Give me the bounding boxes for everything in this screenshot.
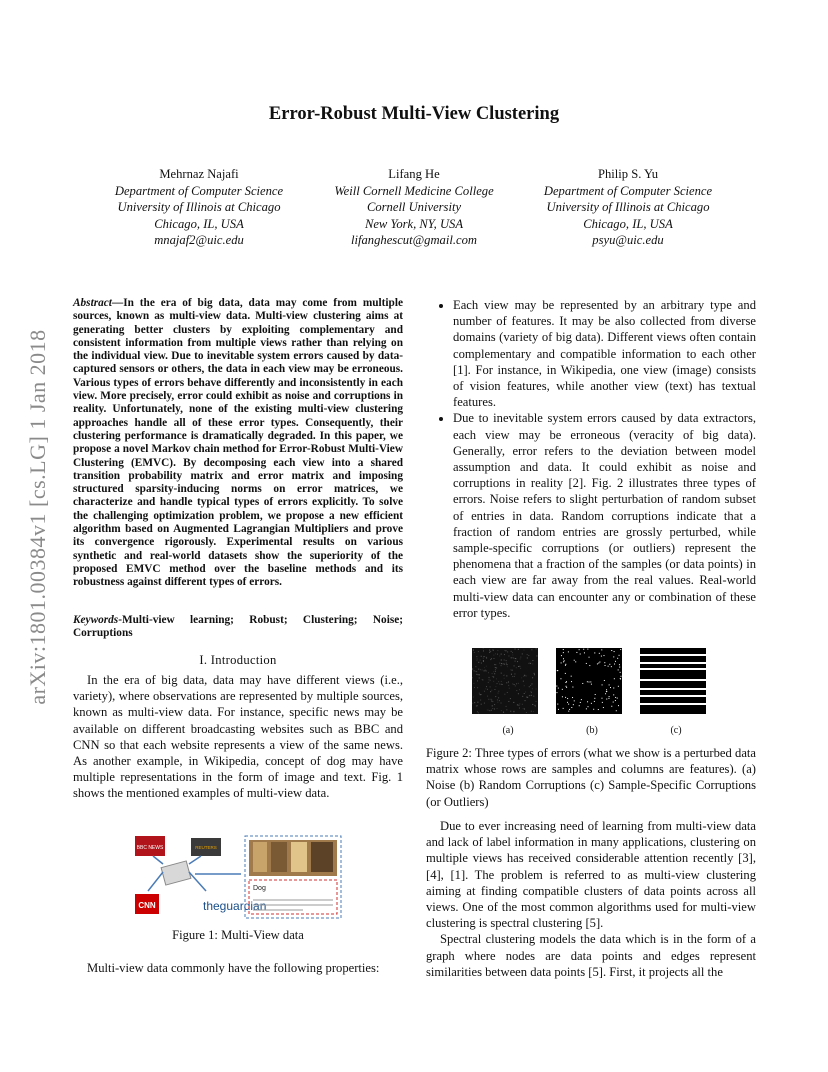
cnn-label: CNN <box>138 901 156 910</box>
abstract-text: —In the era of big data, data may come from multiple sources, known as multi-view data. Multi-view clustering aims at generating better clusters by exploiting complementary and consistent information from multiple views rather than relying on the individual view. Due to inevitable system errors caused by data-captured sensors or others, the data in each view may be erroneous. Various types of errors behave differently and inconsistently in each view. More precisely, error could exhibit as noise and corruptions in reality. Unfortunately, none of the existing multi-view clustering approaches handle all of these error types. Consequently, their clustering performance is dramatically degraded. In this paper, we propose a novel Markov chain method for Error-Robust Multi-View Clustering (EMVC). By decomposing each view into a shared transition probability matrix and error matrix and imposing structured sparsity-inducing norms on error matrices, we characterize and handle typical types of errors explicitly. To solve the challenging optimization problem, we propose a new efficient algorithm based on Augmented Lagrangian Multipliers and prove its convergence rigorously. Experimental results on various synthetic and real-world datasets show the superiority of the proposed EMVC method over the baseline methods and its robustness against different types of errors. <box>73 297 403 589</box>
author-email[interactable]: psyu@uic.edu <box>592 233 664 247</box>
properties-intro: Multi-view data commonly have the following properties: <box>87 961 380 975</box>
author-inst: University of Illinois at Chicago <box>546 200 710 214</box>
right-column-text <box>426 818 756 980</box>
author-email[interactable]: mnajaf2@uic.edu <box>154 233 244 247</box>
author-loc: Chicago, IL, USA <box>583 216 673 231</box>
intro-paragraph: In the era of big data, data may have different views (i.e., variety), where observations are represented by multiple sources, known as multi-view data. For instance, specific news may be available on different broadcasting websites such as BBC and CNN so that each website represents a view of the same news. As another example, in Wikipedia, concept of dog may have multiple representations in the form of image and text. Fig. 1 shows the mentioned examples of multi-view data. <box>73 673 403 801</box>
arxiv-identifier: arXiv:1801.00384v1 [cs.LG] 1 Jan 2018 <box>25 329 50 705</box>
list-item: • Due to inevitable system errors caused by data extractors, each view may be erroneous (veracity of big data). Generally, error refers to the deviation between model assumption and data. It could exhibit as noise and corruptions in reality [2]. Fig. 2 illustrates three types of errors. Noise refers to slight perturbation of random subset of entries in data. Random corruptions indicate that a fraction of random entries are grossly perturbed, while sample-specific corruptions (or outliers) represent the phenomena that a fraction of the samples (or data points) in each view are far away from the real values. Real-world multi-view data can encounter any or combination of these error types. <box>453 410 756 621</box>
abstract <box>73 297 403 590</box>
figure-2-sublabel-c: (c) <box>670 725 682 736</box>
newspaper-icon <box>161 861 191 885</box>
author-2 <box>304 166 524 249</box>
abstract-label: Abstract <box>73 297 112 309</box>
author-dept: Weill Cornell Medicine College <box>334 183 494 198</box>
list-item: • Each view may be represented by an arbitrary type and number of features. It may be also collected from diverse domains (variety of big data). Different views often contain complementary and compatible information to each other [1]. For instance, in Wikipedia, one view (image) consists of vision features, while another view (text) has textual features. <box>453 297 756 410</box>
section-heading: I. Introduction <box>199 653 277 667</box>
author-loc: New York, NY, USA <box>364 216 464 231</box>
guardian-label: theguardian <box>203 899 267 913</box>
bbc-label: BBC NEWS <box>136 845 164 851</box>
keywords <box>73 614 403 641</box>
figure-1-caption: Figure 1: Multi-View data <box>172 928 304 942</box>
author-name: Philip S. Yu <box>597 167 659 181</box>
dog-text-label: Dog <box>253 885 266 892</box>
author-email[interactable]: lifanghescut@gmail.com <box>351 233 477 247</box>
sample-corruption-matrix <box>640 648 706 714</box>
keywords-text: -Multi-view learning; Robust; Clustering; Noise; Corruptions <box>73 614 403 640</box>
arxiv-sidebar <box>26 297 50 737</box>
author-inst: University of Illinois at Chicago <box>117 200 281 214</box>
paper-title: Error-Robust Multi-View Clustering <box>268 104 560 124</box>
figure-2-sublabel-a: (a) <box>502 725 514 736</box>
author-1 <box>89 166 309 249</box>
noise-matrix <box>472 648 538 714</box>
author-loc: Chicago, IL, USA <box>154 216 244 231</box>
figure-2-sublabel-b: (b) <box>586 725 598 736</box>
author-name: Lifang He <box>388 167 440 181</box>
properties-list <box>426 297 756 621</box>
figure-2 <box>470 648 720 720</box>
intro-section <box>73 672 403 802</box>
author-3 <box>518 166 738 249</box>
keywords-label: Keywords <box>73 614 119 626</box>
figure-2-caption: Figure 2: Three types of errors (what we show is a perturbed data matrix whose rows are samples and columns are features). (a) Noise (b) Random Corruptions (c) Sample-Specific Corruptions (or Outliers) <box>426 746 756 809</box>
author-dept: Department of Computer Science <box>114 183 284 198</box>
random-corruption-matrix <box>556 648 622 714</box>
reuters-label: REUTERS <box>195 845 217 850</box>
author-inst: Cornell University <box>366 200 462 214</box>
figure-1 <box>133 834 345 920</box>
paragraph: Due to ever increasing need of learning from multi-view data and lack of label information in many applications, clustering on multiple views has received considerable attention recently [3], [4], [1]. The problem is referred to as multi-view clustering aiming at finding compatible clusters of data points across all views. One of the most common algorithms used for multi-view clustering is spectral clustering [5]. <box>426 819 756 931</box>
author-dept: Department of Computer Science <box>543 183 713 198</box>
paragraph: Spectral clustering models the data which is in the form of a graph where nodes are data points and edges represent similarities between data points [5]. First, it projects all the <box>426 932 756 979</box>
author-name: Mehrnaz Najafi <box>159 167 239 181</box>
